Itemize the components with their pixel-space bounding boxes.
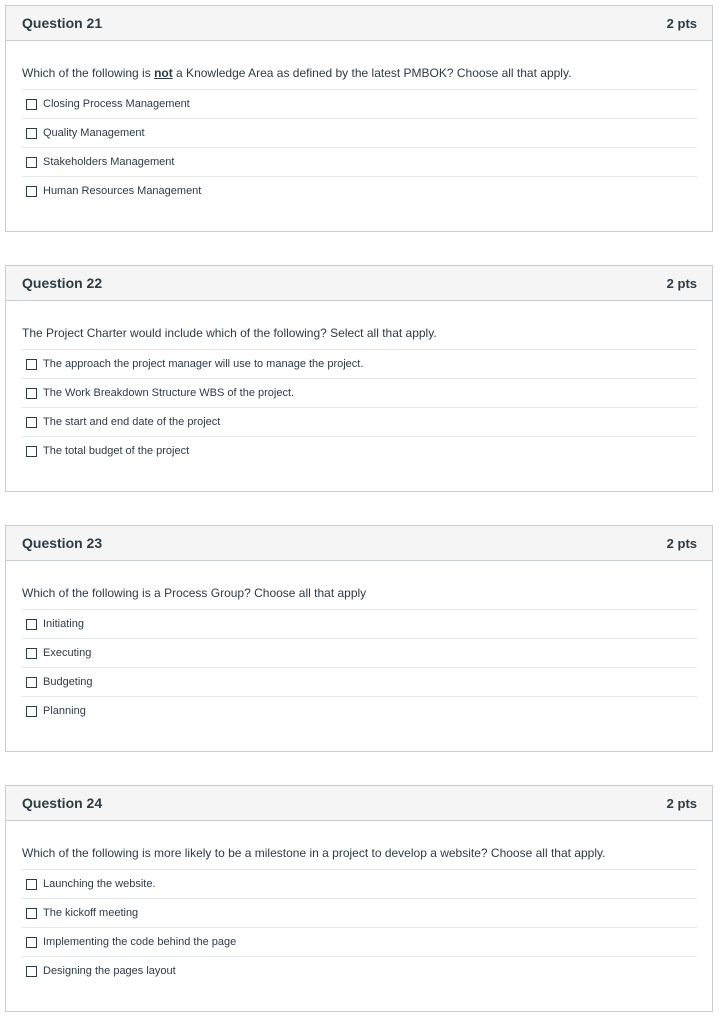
answer-label: Launching the website. xyxy=(43,878,156,890)
checkbox[interactable] xyxy=(26,937,37,948)
answer-option[interactable] xyxy=(22,147,697,176)
answer-option[interactable] xyxy=(22,956,697,985)
question-text xyxy=(6,61,712,85)
answer-option[interactable] xyxy=(22,696,697,725)
checkbox[interactable] xyxy=(26,128,37,139)
question-card-22 xyxy=(5,265,713,492)
checkbox[interactable] xyxy=(26,908,37,919)
checkbox[interactable] xyxy=(26,677,37,688)
answer-option[interactable] xyxy=(22,89,697,118)
answer-label: Implementing the code behind the page xyxy=(43,936,237,948)
answer-label: The kickoff meeting xyxy=(43,907,139,919)
answer-list xyxy=(22,349,697,465)
question-text-emphasis: not xyxy=(154,66,173,80)
answer-label: The start and end date of the project xyxy=(43,416,221,428)
answer-list xyxy=(22,869,697,985)
answer-label: Budgeting xyxy=(43,676,93,688)
question-card-24 xyxy=(5,785,713,1012)
answer-option[interactable] xyxy=(22,407,697,436)
answer-option[interactable] xyxy=(22,176,697,205)
answer-label: Stakeholders Management xyxy=(43,156,175,168)
checkbox[interactable] xyxy=(26,966,37,977)
answer-label: Quality Management xyxy=(43,127,145,139)
answer-option[interactable] xyxy=(22,898,697,927)
checkbox[interactable] xyxy=(26,157,37,168)
question-text: Which of the following is more likely to be a milestone in a project to develop a website? Choose all that apply. xyxy=(22,846,606,860)
checkbox[interactable] xyxy=(26,186,37,197)
question-title: Question 22 xyxy=(22,275,103,291)
checkbox[interactable] xyxy=(26,359,37,370)
answer-label: The approach the project manager will use to manage the project. xyxy=(43,358,364,370)
question-points: 2 pts xyxy=(666,795,697,811)
question-points: 2 pts xyxy=(666,275,697,291)
answer-option[interactable] xyxy=(22,869,697,898)
question-title: Question 23 xyxy=(22,535,103,551)
answer-option[interactable] xyxy=(22,118,697,147)
answer-label: The total budget of the project xyxy=(43,445,190,457)
question-header xyxy=(6,786,712,821)
answer-label: The Work Breakdown Structure WBS of the project. xyxy=(43,387,295,399)
question-text-before: Which of the following is xyxy=(22,66,155,80)
answer-option[interactable] xyxy=(22,349,697,378)
question-header xyxy=(6,526,712,561)
answer-list xyxy=(22,609,697,725)
checkbox[interactable] xyxy=(26,619,37,630)
checkbox[interactable] xyxy=(26,706,37,717)
question-text: The Project Charter would include which of the following? Select all that apply. xyxy=(22,326,437,340)
question-card-21 xyxy=(5,5,713,232)
checkbox[interactable] xyxy=(26,99,37,110)
question-header xyxy=(6,266,712,301)
answer-label: Executing xyxy=(43,647,92,659)
answer-label: Designing the pages layout xyxy=(43,965,176,977)
checkbox[interactable] xyxy=(26,446,37,457)
question-title: Question 24 xyxy=(22,795,103,811)
question-points: 2 pts xyxy=(666,15,697,31)
checkbox[interactable] xyxy=(26,388,37,399)
checkbox[interactable] xyxy=(26,648,37,659)
answer-option[interactable] xyxy=(22,378,697,407)
checkbox[interactable] xyxy=(26,417,37,428)
answer-option[interactable] xyxy=(22,609,697,638)
answer-label: Human Resources Management xyxy=(43,185,202,197)
question-title: Question 21 xyxy=(22,15,103,31)
answer-label: Initiating xyxy=(43,618,84,630)
question-text: Which of the following is a Process Group? Choose all that apply xyxy=(22,586,367,600)
answer-label: Closing Process Management xyxy=(43,98,190,110)
answer-option[interactable] xyxy=(22,667,697,696)
answer-list xyxy=(22,89,697,205)
question-header xyxy=(6,6,712,41)
answer-option[interactable] xyxy=(22,927,697,956)
answer-option[interactable] xyxy=(22,436,697,465)
question-points: 2 pts xyxy=(666,535,697,551)
answer-option[interactable] xyxy=(22,638,697,667)
question-card-23 xyxy=(5,525,713,752)
question-text-after: a Knowledge Area as defined by the latest PMBOK? Choose all that apply. xyxy=(172,66,572,80)
checkbox[interactable] xyxy=(26,879,37,890)
answer-label: Planning xyxy=(43,705,86,717)
